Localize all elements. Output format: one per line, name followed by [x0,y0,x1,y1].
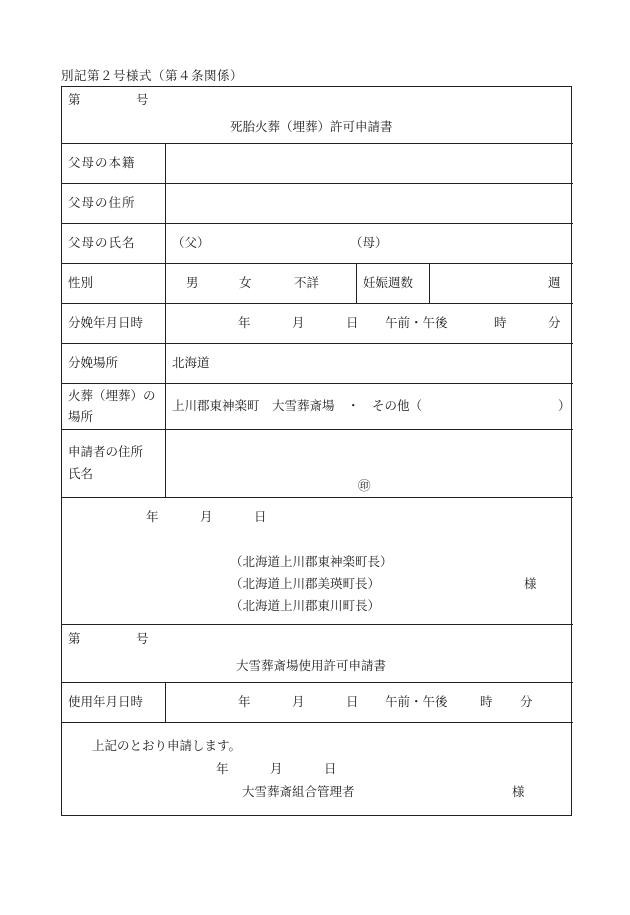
row-divider [62,263,573,264]
row-divider [62,183,573,184]
birth-place-prefecture: 北海道 [172,355,210,370]
father-label: （父） [172,235,210,250]
facility-number-go: 号 [136,631,149,646]
row-divider [62,624,573,625]
permit-title: 死胎火葬（埋葬）許可申請書 [230,119,393,134]
permit-date-day: 日 [254,509,267,524]
row-divider [62,682,573,683]
jusho-label: 父母の住所 [68,195,136,210]
sex-female: 女 [239,275,252,290]
row-divider [62,303,573,304]
applicant-label-1: 申請者の住所 [68,444,144,459]
honseki-label: 父母の本籍 [68,155,136,170]
cremation-place-label-2: 場所 [68,409,94,424]
application-date-year: 年 [216,761,229,776]
row-divider [62,223,573,224]
birth-minute: 分 [548,315,561,330]
form-caption: 別記第２号様式（第４条関係） [61,68,244,83]
manager-sama: 様 [512,784,525,799]
usage-month: 月 [292,694,305,709]
facility-title: 大雪葬斎場使用許可申請書 [236,658,387,673]
weeks-divider-right [429,263,430,303]
permit-number-go: 号 [136,92,149,107]
addressee-sama: 様 [524,576,537,591]
weeks-divider-left [356,263,357,303]
usage-datetime-label: 使用年月日時 [68,694,144,709]
manager-title: 大雪葬斎組合管理者 [242,784,355,799]
shimei-label: 父母の氏名 [68,235,136,250]
seal-mark: ㊞ [358,478,371,493]
row-divider [62,429,573,430]
row-divider [62,143,573,144]
usage-day: 日 [346,694,359,709]
birth-datetime-label: 分娩年月日時 [68,315,144,330]
birth-year: 年 [238,315,251,330]
addressee-biei: （北海道上川郡美瑛町長） [230,576,381,591]
addressee-higashikawa: （北海道上川郡東川町長） [230,598,381,613]
application-date-month: 月 [270,761,283,776]
permit-number-dai: 第 [68,92,81,107]
birth-hour: 時 [494,315,507,330]
applicant-label-2: 氏名 [68,466,94,481]
cremation-place-label-1: 火葬（埋葬）の [68,388,156,403]
label-column-divider [165,143,166,497]
row-divider [62,383,573,384]
row-divider [62,343,573,344]
addressee-higashikagura: （北海道上川郡東神楽町長） [230,554,393,569]
usage-ampm: 午前・午後 [385,694,448,709]
weeks-unit: 週 [548,275,561,290]
label-column-divider [165,682,166,722]
row-divider [62,497,573,498]
sex-male: 男 [186,275,199,290]
usage-minute: 分 [520,694,533,709]
permit-date-year: 年 [146,509,159,524]
birth-ampm: 午前・午後 [385,315,448,330]
usage-hour: 時 [480,694,493,709]
weeks-label: 妊娠週数 [363,275,414,290]
permit-date-month: 月 [200,509,213,524]
application-form [61,86,572,816]
application-date-day: 日 [324,761,337,776]
birth-month: 月 [292,315,305,330]
cremation-place-options: 上川郡東神楽町 大雪葬斎場 ・ その他（ [172,398,423,413]
cremation-place-close: ） [558,398,571,413]
usage-year: 年 [238,694,251,709]
application-statement: 上記のとおり申請します。 [92,738,242,753]
birth-place-label: 分娩場所 [68,355,119,370]
sex-label: 性別 [68,275,94,290]
birth-day: 日 [346,315,359,330]
mother-label: （母） [350,235,388,250]
sex-unknown: 不詳 [294,275,320,290]
row-divider [62,722,573,723]
facility-number-dai: 第 [68,631,81,646]
